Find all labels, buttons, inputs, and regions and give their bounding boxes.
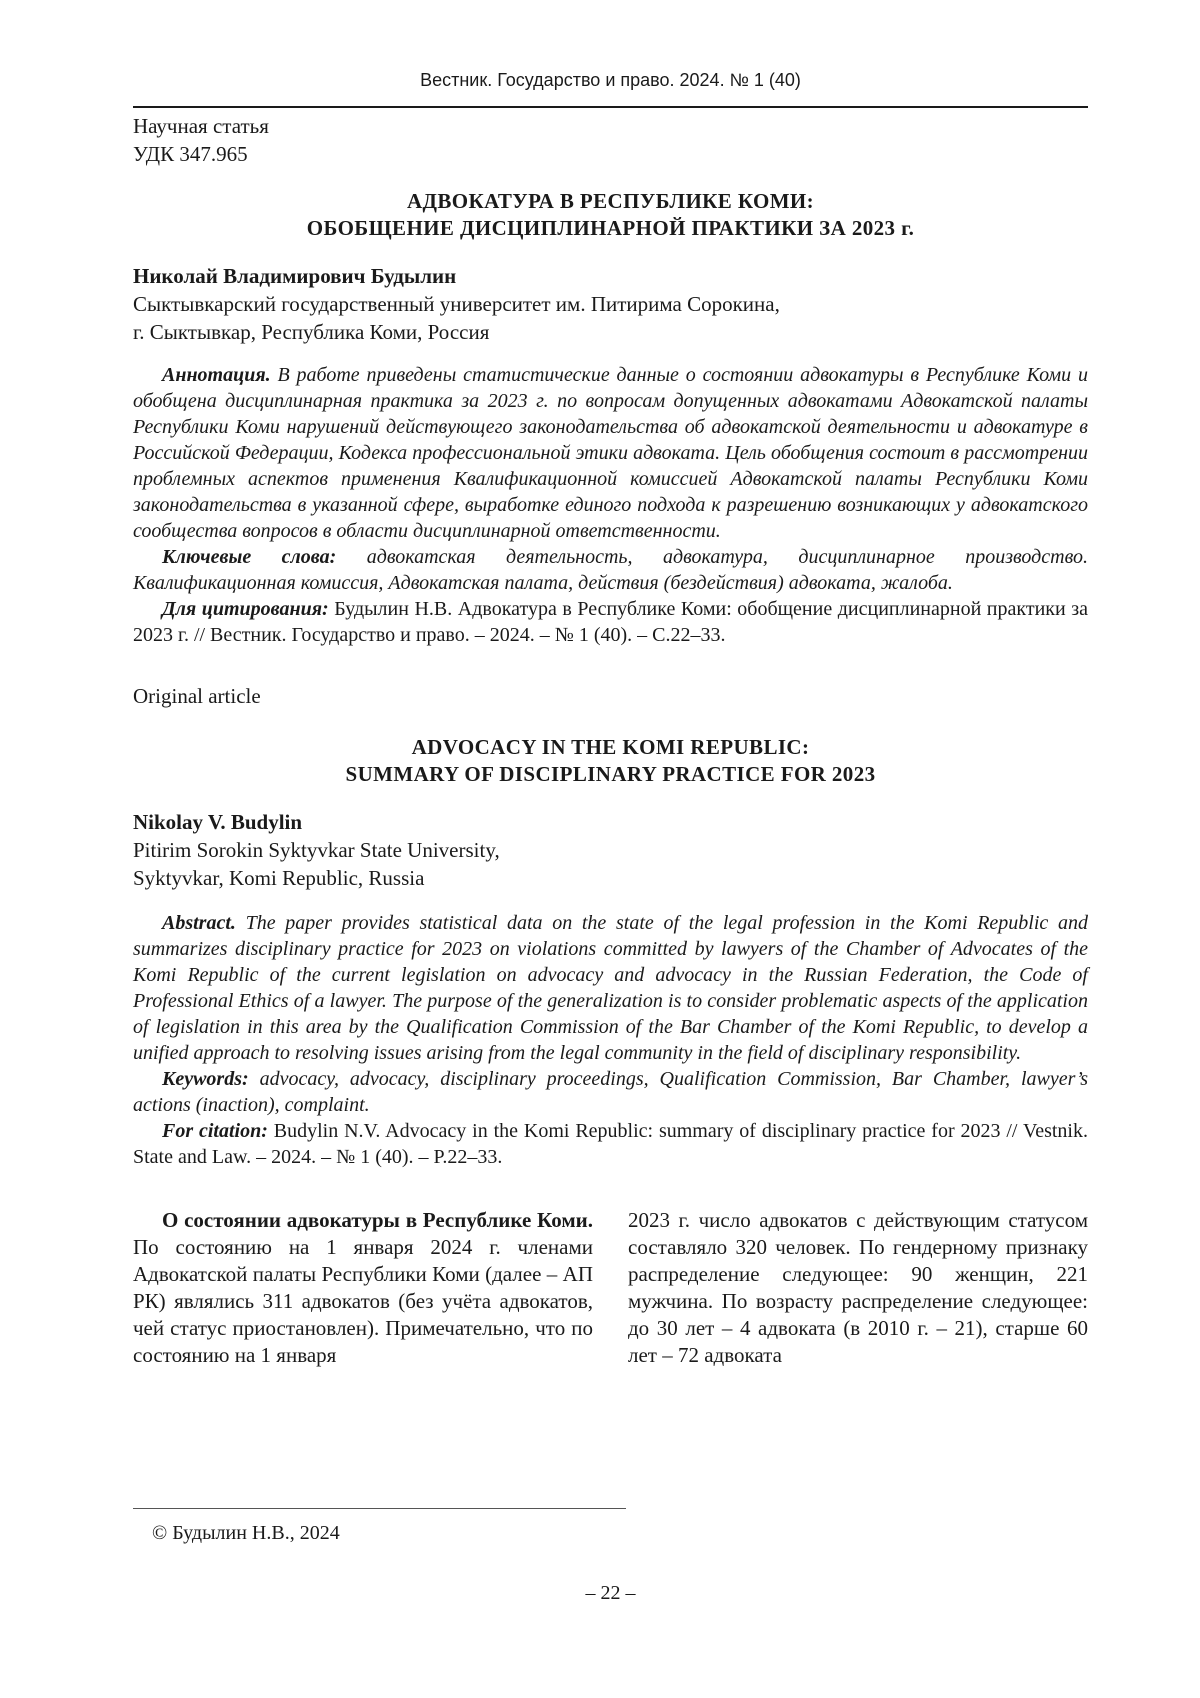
en-citation-text: Budylin N.V. Advocacy in the Komi Republic: summary of disciplinary practice for 2023 // Vestnik. State and Law. – 2024. – № 1 (40). – P.22–33.	[133, 1120, 1088, 1168]
header-rule	[133, 106, 1088, 108]
ru-article-type: Научная статья	[133, 112, 1088, 140]
en-abstract-section	[133, 910, 1088, 1170]
ru-title-line2: ОБОБЩЕНИЕ ДИСЦИПЛИНАРНОЙ ПРАКТИКИ ЗА 2023 г.	[133, 215, 1088, 242]
en-title-line2: SUMMARY OF DISCIPLINARY PRACTICE FOR 2023	[133, 761, 1088, 788]
footnote-copyright: © Будылин Н.В., 2024	[152, 1522, 340, 1545]
ru-title	[133, 188, 1088, 242]
body-right-text: 2023 г. число адвокатов с действующим статусом составляло 320 человек. По гендерному признаку распределение следующее: 90 женщин, 221 мужчина. По возрасту распределение следующее: до 30 лет – 4 адвоката (в 2010 г. – 21), старше 60 лет – 72 адвоката	[628, 1207, 1088, 1369]
en-affiliation-line2: Syktyvkar, Komi Republic, Russia	[133, 864, 1088, 892]
body-left-text: По состоянию на 1 января 2024 г. членами Адвокатской палаты Республики Коми (далее – АП РК) являлись 311 адвокатов (без учёта адвокатов, чей статус приостановлен). Примечательно, что по состоянию на 1 января	[133, 1235, 593, 1367]
en-keywords-label: Keywords:	[162, 1068, 249, 1090]
en-abstract-text: The paper provides statistical data on the state of the legal profession in the Komi Republic and summarizes disciplinary practice for 2023 on violations committed by lawyers of the Chamber of Advocates of the Komi Republic of the current legislation on advocacy and advocacy in the Russian Federation, the Code of Professional Ethics of a lawyer. The purpose of the generalization is to consider problematic aspects of the application of legislation in this area by the Qualification Commission of the Bar Chamber of the Komi Republic, to develop a unified approach to resolving issues arising from the legal community in the field of disciplinary responsibility.	[133, 912, 1088, 1064]
en-citation-label: For citation:	[162, 1120, 268, 1142]
en-title-line1: ADVOCACY IN THE KOMI REPUBLIC:	[133, 734, 1088, 761]
ru-keywords	[133, 544, 1088, 596]
body-paragraph-1	[133, 1207, 593, 1369]
en-abstract-label: Abstract.	[162, 912, 236, 934]
ru-citation-text: Будылин Н.В. Адвокатура в Республике Коми: обобщение дисциплинарной практики за 2023 г. // Вестник. Государство и право. – 2024. – № 1 (40). – С.22–33.	[133, 598, 1088, 646]
en-title	[133, 734, 1088, 788]
ru-abstract-label: Аннотация.	[162, 364, 271, 386]
ru-udc: УДК 347.965	[133, 140, 1088, 168]
en-author-block	[133, 808, 1088, 892]
footnote-rule	[133, 1508, 626, 1509]
en-citation	[133, 1118, 1088, 1170]
en-keywords-text: advocacy, advocacy, disciplinary proceedings, Qualification Commission, Bar Chamber, lawyer’s actions (inaction), complaint.	[133, 1068, 1088, 1116]
ru-keywords-label: Ключевые слова:	[162, 546, 336, 568]
ru-affiliation-line2: г. Сыктывкар, Республика Коми, Россия	[133, 318, 1088, 346]
page-number: – 22 –	[133, 1582, 1088, 1605]
en-abstract	[133, 910, 1088, 1066]
en-affiliation-line1: Pitirim Sorokin Syktyvkar State University,	[133, 836, 1088, 864]
ru-abstract-section	[133, 362, 1088, 648]
ru-abstract-text: В работе приведены статистические данные о состоянии адвокатуры в Республике Коми и обобщена дисциплинарная практика за 2023 г. по вопросам допущенных адвокатами Адвокатской палаты Республики Коми нарушений действующего законодательства об адвокатской деятельности и адвокатуре в Российской Федерации, Кодекса профессиональной этики адвоката. Цель обобщения состоит в рассмотрении проблемных аспектов применения Квалификационной комиссией Адвокатской палаты Республики Коми законодательства в указанной сфере, выработке единого подхода к разрешению возникающих у адвокатского сообщества вопросов в области дисциплинарной ответственности.	[133, 364, 1088, 542]
en-keywords	[133, 1066, 1088, 1118]
ru-keywords-text: адвокатская деятельность, адвокатура, дисциплинарное производство. Квалификационная комиссия, Адвокатская палата, действия (бездействия) адвоката, жалоба.	[133, 546, 1088, 594]
body-column-right	[628, 1207, 1088, 1369]
ru-author-block	[133, 262, 1088, 346]
ru-abstract	[133, 362, 1088, 544]
body-column-left	[133, 1207, 593, 1369]
ru-citation-label: Для цитирования:	[162, 598, 329, 620]
ru-author: Николай Владимирович Будылин	[133, 262, 1088, 290]
ru-citation	[133, 596, 1088, 648]
running-header: Вестник. Государство и право. 2024. № 1 (40)	[133, 70, 1088, 91]
en-author: Nikolay V. Budylin	[133, 808, 1088, 836]
section-heading: О состоянии адвокатуры в Республике Коми.	[162, 1208, 593, 1232]
ru-title-line1: АДВОКАТУРА В РЕСПУБЛИКЕ КОМИ:	[133, 188, 1088, 215]
ru-affiliation-line1: Сыктывкарский государственный университет им. Питирима Сорокина,	[133, 290, 1088, 318]
ru-article-meta	[133, 112, 1088, 168]
en-article-type: Original article	[133, 682, 1088, 710]
